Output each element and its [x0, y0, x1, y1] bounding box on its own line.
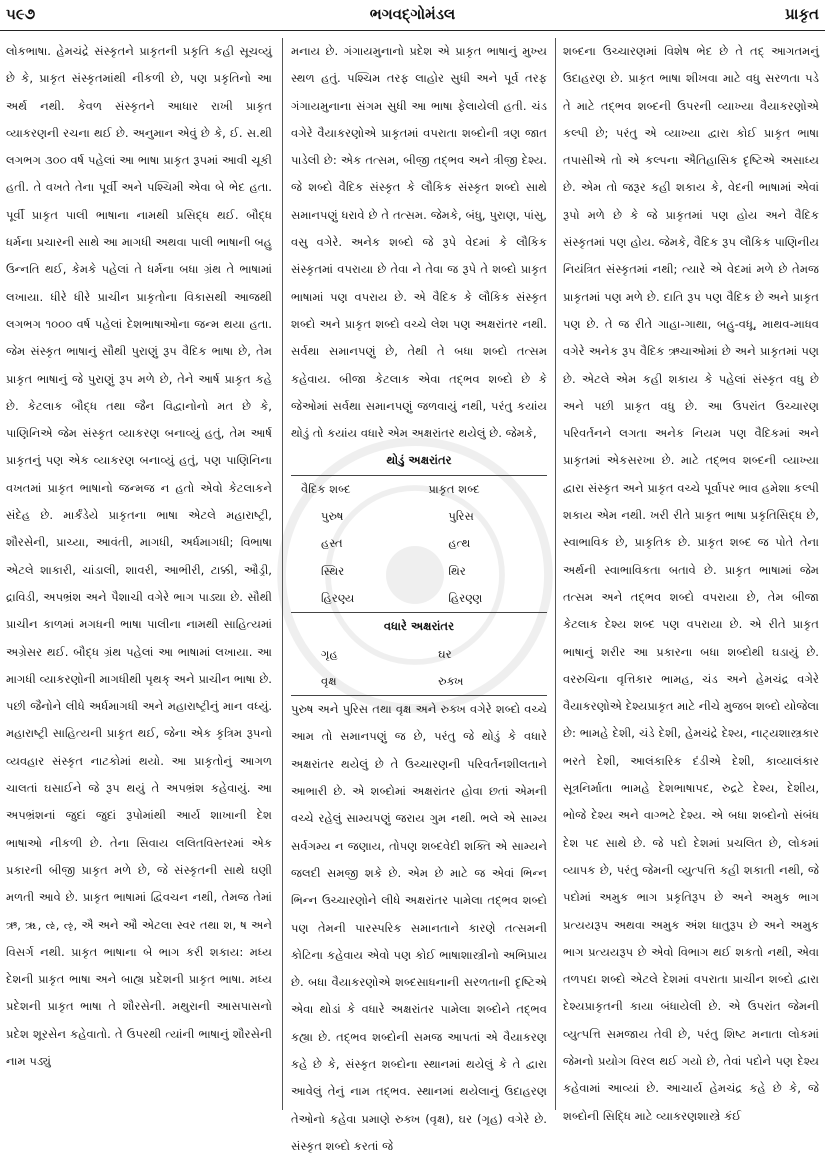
table-heading: થોડું અક્ષરાંતર: [386, 453, 452, 468]
column-left: [6, 38, 272, 1110]
vedic-word: સ્થિર: [321, 563, 345, 578]
column-divider: [555, 38, 556, 1110]
word-comparison-table: [291, 641, 547, 696]
table-row: [291, 530, 547, 557]
prakrit-word: ઘર: [438, 646, 452, 661]
table-row: [291, 668, 547, 695]
prakrit-word: પુરિસ: [448, 509, 474, 524]
column-right: [563, 38, 819, 1123]
vedic-word: હસ્ત: [321, 536, 343, 551]
page-number: ૫૯૭: [6, 5, 36, 23]
page-header: [0, 0, 825, 31]
vedic-word: પુરુષ: [321, 509, 344, 524]
table-row: [291, 641, 547, 668]
body-text: લોકભાષા. હેમચંદ્રે સંસ્કૃતને પ્રાકૃતની પ્રકૃતિ કહી સૂચવ્યું છે કે, પ્રાકૃત સંસ્કૃતમાંથી નીકળી છે, પણ પ્રકૃતિનો આ અર્થ નથી. કેવળ સંસ્કૃતને આધાર રાખી પ્રાકૃત વ્યાકરણની રચના થઈ છે. અનુમાન એવું છે કે, ઈ. સ.થી લગભગ ૩૦૦ વર્ષ પહેલાં આ ભાષા પ્રાકૃત રૂપમાં આવી ચૂકી હતી. તે વખતે તેના પૂર્વી અને પશ્ચિમી એવા બે ભેદ હતા. પૂર્વી પ્રાકૃત પાલી ભાષાના નામથી પ્રસિદ્ધ થઈ. બૌદ્ધ ધર્મના પ્રચારની સાથે આ માગધી અથવા પાલી ભાષાની બહુ ઉન્નતિ થઈ, કેમકે પહેલાં તે ધર્મના બધા ગ્રંથ તે ભાષામાં લખાયા. ધીરે ધીરે પ્રાચીન પ્રાકૃતોના વિકાસથી આજથી લગભગ ૧૦૦૦ વર્ષ પહેલાં દેશભાષાઓના જન્મ થયા હતા. જેમ સંસ્કૃત ભાષાનું સૌથી પુરાણું રૂપ વૈદિક ભાષા છે, તેમ પ્રાકૃત ભાષાનું જે પુરાણું રૂપ મળે છે, તેને આર્ષ પ્રાકૃત કહે છે. કેટલાક બૌદ્ધ તથા જૈન વિદ્વાનોનો મત છે કે, પાણિનિએ જેમ સંસ્કૃત વ્યાકરણ બનાવ્યું હતું, તેમ આર્ષ પ્રાકૃતનું પણ એક વ્યાકરણ બનાવ્યું હતું, પણ પાણિનિના વખતમાં પ્રાકૃત ભાષાનો જન્મજ ન હતો એવો કેટલાકને સંદેહ છે. માર્કંડેયે પ્રાકૃતના ભાષા એટલે મહારાષ્ટ્રી, શૌરસેની, પ્રાચ્યા, આવંતી, માગધી, અર્ધમાગધી; વિભાષા એટલે શાકારી, ચાંડાલી, શાવરી, આભીરી, ટાક્કી, ઔડ્રી, દ્રાવિડી, અપભ્રંશ અને પૈશાચી વગેરે ભાગ પાડ્યા છે. સૌથી પ્રાચીન કાળમાં મગધની ભાષા પાલીના નામથી સાહિત્યમાં અગ્રેસર થઈ. બૌદ્ધ ગ્રંથ પહેલાં આ ભાષામાં લખાયા. આ માગધી વ્યાકરણોની માગધીથી પૃથક્ અને પ્રાચીન ભાષા છે. પછી જૈનોને લીધે અર્ધમાગધી અને મહારાષ્ટ્રીનું માન વધ્યું. મહારાષ્ટ્રી સાહિત્યની પ્રાકૃત થઈ, જેના એક કૃત્રિમ રૂપનો વ્યવહાર સંસ્કૃત નાટકોમાં થયો. આ પ્રાકૃતોનું આગળ ચાલતાં ઘસાઈને જે રૂપ થયું તે અપભ્રંશ કહેવાયું. આ અપભ્રંશનાં જુદાં જુદાં રૂપોમાંથી આર્ય શાખાની દેશ ભાષાઓ નીકળી છે. તેના સિવાય લલિતવિસ્તરમાં એક પ્રકારની બીજી પ્રાકૃત મળે છે, જે સંસ્કૃતની સાથે ઘણી મળતી આવે છે. પ્રાકૃત ભાષામાં દ્વિવચન નથી, તેમજ તેમાં ઋ, ૠ, ઌ, ૡ, ઐ અને ઔ એટલા સ્વર તથા શ, ષ અને વિસર્ગ નથી. પ્રાકૃત ભાષાના બે ભાગ કરી શકાય: મધ્ય દેશની પ્રાકૃત ભાષા અને બાહ્ય પ્રદેશની પ્રાકૃત ભાષા. મધ્ય પ્રદેશની પ્રાકૃત ભાષા તે શૌરસેની. મથુરાની આસપાસનો પ્રદેશ શૂરસેન કહેવાતો. તે ઉપરથી ત્યાંની ભાષાનું શૌરસેની નામ પડ્યું: [6, 44, 272, 1068]
word-comparison-table: [291, 476, 547, 612]
vedic-word: હિરણ્ય: [321, 590, 355, 605]
column-divider: [282, 38, 283, 1110]
table-row: [291, 558, 547, 585]
table-heading: વધારે અક્ષરાંતર: [383, 619, 455, 634]
column-header: પ્રાકૃત શબ્દ: [428, 481, 480, 496]
book-title: ભગવદ્ગોમંડલ: [369, 5, 456, 23]
prakrit-word: રુક્ખ: [438, 673, 464, 688]
prakrit-word: થિર: [448, 563, 466, 578]
column-header: વૈદિક શબ્દ: [301, 481, 351, 496]
prakrit-word: હિરણ્ણ: [448, 590, 483, 605]
vedic-word: ગૃહ: [321, 646, 338, 661]
body-text: શબ્દના ઉચ્ચારણમાં વિશેષ ભેદ છે તે તદ્ આગતમનું ઉદાહરણ છે. પ્રાકૃત ભાષા શીખવા માટે વધુ સરળતા પડે તે માટે તદ્ભવ શબ્દની ઉપરની વ્યાખ્યા વૈયાકરણોએ કલ્પી છે; પરંતુ એ વ્યાખ્યા દ્વારા કોઈ પ્રાકૃત ભાષા તપાસીએ તો એ કલ્પના ઐતિહાસિક દૃષ્ટિએ અસાધ્ય છે. એમ તો જરૂર કહી શકાય કે, વેદની ભાષામાં એવાં રૂપો મળે છે કે જે પ્રાકૃતમાં પણ હોય અને વૈદિક સંસ્કૃતમાં પણ હોય. જેમકે, વૈદિક રૂપ લૌકિક પાણિનીય નિયંત્રિત સંસ્કૃતમાં નથી; ત્યારે એ વેદમાં મળે છે તેમજ પ્રાકૃતમાં પણ મળે છે. દાતિ રૂપ પણ વૈદિક છે અને પ્રાકૃત પણ છે. તે જ રીતે ગાહા-ગાથા, બહુ-વધૂ, માથવ-માધવ વગેરે અનેક રૂપ વૈદિક ઋચાઓમાં છે અને પ્રાકૃતમાં પણ છે. એટલે એમ કહી શકાય કે પહેલાં સંસ્કૃત વધુ છે અને પછી પ્રાકૃત વધુ છે. આ ઉપરાંત ઉચ્ચારણ પરિવર્તનને લગતા અનેક નિયમ પણ વૈદિકમાં અને પ્રાકૃતમાં એકસરખા છે. માટે તદ્ભવ શબ્દની વ્યાખ્યા દ્વારા સંસ્કૃત અને પ્રાકૃત વચ્ચે પૂર્વાપર ભાવ હમેશા કલ્પી શકાય એમ નથી. ખરી રીતે પ્રાકૃત ભાષા પ્રકૃતિસિદ્ધ છે, સ્વાભાવિક છે, પ્રાકૃતિક છે. પ્રાકૃત શબ્દ જ પોતે તેના અર્થની સ્વાભાવિકતા બતાવે છે. પ્રાકૃત ભાષામાં જેમ તત્સમ અને તદ્ભવ શબ્દો વપરાયા છે, તેમ બીજા કેટલાક દેશ્ય શબ્દ પણ વપરાયા છે. એ રીતે પ્રાકૃત ભાષાનું શરીર આ પ્રકારના બધા શબ્દોથી ઘડાયું છે. વરરુચિના વૃત્તિકાર ભામહ, ચંડ અને હેમચંદ્ર વગેરે વૈયાકરણોએ દેશ્યપ્રાકૃત માટે નીચે મુજબ શબ્દો યોજેલા છે: ભામહે દેશી, ચંડે દેશી, હેમચંદ્રે દેશ્ય, નાટ્યશાસ્ત્રકાર ભરતે દેશી, આલંકારિક દંડીએ દેશી, કાવ્યાલંકાર સૂત્રનિર્માતા ભામહે દેશભાષાપદ, રુદ્રટે દેશ્ય, દેશીય, ભોજે દેશ્ય અને વાગ્ભટે દેશ્ય. એ બધા શબ્દોનો સંબંધ દેશ પદ સાથે છે. જે પદો દેશમાં પ્રચલિત છે, લોકમાં વ્યાપક છે, પરંતુ જેમની વ્યુત્પત્તિ કહી શકાતી નથી, જે પદોમાં અમુક ભાગ પ્રકૃતિરૂપ છે અને અમુક ભાગ પ્રત્યયરૂપ અથવા અમુક અંશ ધાતુરૂપ છે અને અમુક ભાગ પ્રત્યયરૂપ છે એવો વિભાગ થઈ શકતો નથી, એવા તળપદા શબ્દો એટલે દેશમાં વપરાતા પ્રાચીન શબ્દો દ્વારા દેશ્યપ્રાકૃતની કાયા બંધાયેલી છે. એ ઉપરાંત જેમની વ્યુત્પત્તિ સમજાય તેવી છે, પરંતુ શિષ્ટ મનાતા લોકમાં જેમનો પ્રયોગ વિરલ થઈ ગયો છે, તેવાં પદોને પણ દેશ્ય કહેવામાં આવ્યાં છે. આચાર્ય હેમચંદ્ર કહે છે કે, જે શબ્દોની સિદ્ધિ માટે વ્યાકરણશાસ્ત્રે કંઈ: [563, 44, 819, 1123]
column-middle: [291, 38, 547, 1153]
table-row: [291, 585, 547, 612]
running-head: પ્રાકૃત: [785, 5, 819, 23]
vedic-word: વૃક્ષ: [321, 673, 337, 688]
table-row: [291, 503, 547, 530]
table-header-row: [291, 476, 547, 503]
body-text: મનાય છે. ગંગાયમુનાનો પ્રદેશ એ પ્રાકૃત ભાષાનું મુખ્ય સ્થળ હતું. પશ્ચિમ તરફ લાહોર સુધી અને પૂર્વ તરફ ગંગાયમુનાના સંગમ સુધી આ ભાષા ફેલાયેલી હતી. ચંડ વગેરે વૈયાકરણોએ પ્રાકૃતમાં વપરાતા શબ્દોની ત્રણ જાત પાડેલી છે: એક તત્સમ, બીજી તદ્ભવ અને ત્રીજી દેશ્ય. જે શબ્દો વૈદિક સંસ્કૃત કે લૌકિક સંસ્કૃત શબ્દો સાથે સમાનપણું ધરાવે છે તે તત્સમ. જેમકે, બંધુ, પુરાણ, પાંસુ, વસુ વગેરે. અનેક શબ્દો જે રૂપે વેદમાં કે લૌકિક સંસ્કૃતમાં વપરાયા છે તેવા ને તેવા જ રૂપે તે શબ્દો પ્રાકૃત ભાષામાં પણ વપરાય છે. એ વૈદિક કે લૌકિક સંસ્કૃત શબ્દો અને પ્રાકૃત શબ્દો વચ્ચે લેશ પણ અક્ષરાંતર નથી. સર્વથા સમાનપણું છે, તેથી તે બધા શબ્દો તત્સમ કહેવાય. બીજા કેટલાક એવા તદ્ભવ શબ્દો છે કે જેઓમાં સર્વથા સમાનપણું જળવાયું નથી, પરંતુ કયાંય થોડું તો કયાંય વધારે એમ અક્ષરાંતર થયેલું છે. જેમકે,: [291, 44, 547, 441]
prakrit-word: હત્થ: [448, 536, 471, 551]
body-text: પુરુષ અને પુરિસ તથા વૃક્ષ અને રુક્ખ વગેરે શબ્દો વચ્ચે આમ તો સમાનપણું જ છે, પરંતુ જે થોડું કે વધારે અક્ષરાંતર થયેલું છે તે ઉચ્ચારણની પરિવર્તનશીલતાને આભારી છે. એ શબ્દોમાં અક્ષરાંતર હોવા છતાં એમની વચ્ચે રહેલું સામ્યપણું જરાય ગુમ નથી. ભલે એ સામ્ય સર્વગમ્ય ન જણાય, તોપણ શબ્દવેદી શક્તિ એ સામ્યને જલદી સમજી શકે છે. એમ છે માટે જ એવાં ભિન્ન ભિન્ન ઉચ્ચારણોને લીધે અક્ષરાંતર પામેલા તદ્ભવ શબ્દો પણ તેમની પારસ્પરિક સમાનતાને કારણે તત્સમની કોટિના કહેવાય એવો પણ કોઈ ભાષાશાસ્ત્રીનો અભિપ્રાય છે. બધા વૈયાકરણોએ શબ્દસાધનાની સરળતાની દૃષ્ટિએ એવા થોડાં કે વધારે અક્ષરાંતર પામેલા શબ્દોને તદ્ભવ કહ્યા છે. તદ્ભવ શબ્દોની સમજ આપતાં એ વૈયાકરણ કહે છે કે, સંસ્કૃત શબ્દોના સ્થાનમાં થયેલું કે તે દ્વારા આવેલું તેનું નામ તદ્ભવ. સ્થાનમાં થયેલાનું ઉદાહરણ તેઓનો કહેવા પ્રમાણે રુક્ખ (વૃક્ષ), ઘર (ગૃહ) વગેરે છે. સંસ્કૃત શબ્દો કરતાં જે: [291, 702, 547, 1153]
